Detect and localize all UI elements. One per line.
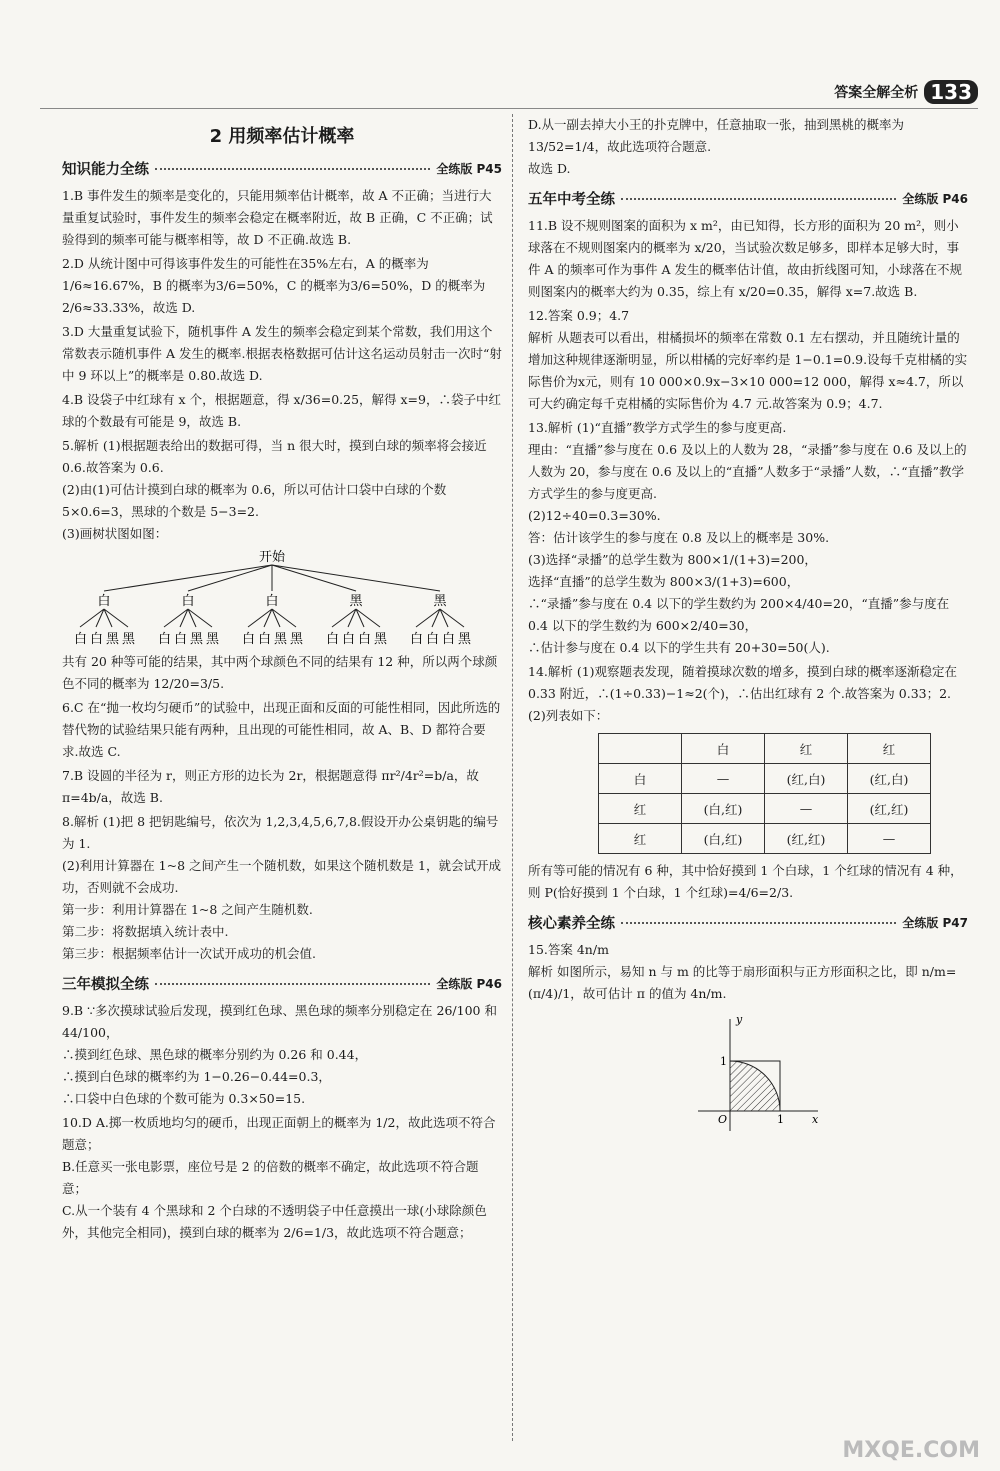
answer-10-b: B.任意买一张电影票，座位号是 2 的倍数的概率不确定，故此选项不符合题意； <box>62 1159 479 1196</box>
table-cell <box>599 734 682 764</box>
section-title: 三年模拟全练 <box>62 977 149 993</box>
y-axis-label: y <box>736 1013 743 1026</box>
answer-7: 7.B 设圆的半径为 r，则正方形的边长为 2r，根据题意得 πr²/4r²=b/a，故 π=4b/a，故选 B. <box>62 768 479 805</box>
answer-11: 11.B 设不规则图案的面积为 x m²，由已知得，长方形的面积为 20 m²，则小球落在不规则图案内的概率为 x/20，当试验次数足够多，即样本足够大时，事件 A 的频率可作为事件 A 发生的概率估计值，故由折线图可知，小球落在不规则图案内的概率大约为 0.35，综上有 x/20=0.35，解得 x=7.故选 B. <box>528 218 962 299</box>
section-header <box>528 188 968 209</box>
answer-4: 4.B 设袋子中红球有 x 个，根据题意，得 x/36=0.25，解得 x=9，∴袋子中红球的个数最有可能是 9，故选 B. <box>62 392 501 429</box>
chapter-title: 2 用频率估计概率 <box>209 126 355 147</box>
tree-leaves: 白白白黑 <box>325 632 391 647</box>
answer-5-part3: (3)画树状图如图： <box>62 526 168 541</box>
answer-6: 6.C 在“抛一枚均匀硬币”的试验中，出现正面和反面的可能性相同，因此所选的替代物的试验结果只能有两种，且出现的可能性相同，故 A、B、D 都符合要求.故选 C. <box>62 700 501 759</box>
answer-1: 1.B 事件发生的频率是变化的，只能用频率估计概率，故 A 不正确；当进行大量重复试验时，事件发生的频率会稳定在概率附近，故 B 正确，C 不正确；试验得到的频率可能与概率相等，故 D 不正确.故选 B. <box>62 188 493 247</box>
table-cell: — <box>765 794 848 824</box>
answer-15-explain: 解析 如图所示，易知 n 与 m 的比等于扇形面积与正方形面积之比，即 n/m=(π/4)/1，故可估计 π 的值为 4n/m. <box>528 964 957 1001</box>
table-cell: (红,白) <box>848 764 931 794</box>
x-tick-label: 1 <box>777 1113 784 1126</box>
answer-5-conclusion: 共有 20 种等可能的结果，其中两个球颜色不同的结果有 12 种，所以两个球颜色不同的概率为 12/20=3/5. <box>62 654 498 691</box>
answer-14-result: 所有等可能的情况有 6 种，其中恰好摸到 1 个白球，1 个红球的情况有 4 种， <box>528 863 963 878</box>
answer-13-live: 选择“直播”的总学生数为 800×3/(1+3)=600， <box>528 574 800 589</box>
tree-leaves: 白白白黑 <box>409 632 475 647</box>
quarter-circle-sector <box>730 1061 780 1111</box>
answer-10-final: 故选 D. <box>528 161 571 176</box>
y-tick-label: 1 <box>720 1055 727 1068</box>
table-cell: 红 <box>599 824 682 854</box>
answer-13-part3: (3)选择“录播”的总学生数为 800×1/(1+3)=200， <box>528 552 817 567</box>
answer-13-answer: 答：估计该学生的参与度在 0.8 及以上的概率是 30%. <box>528 530 830 545</box>
table-row <box>599 794 931 824</box>
answer-12: 12.答案 0.9；4.7 <box>528 308 630 323</box>
column-divider <box>512 114 513 1441</box>
section-ref: 全练版 P46 <box>902 192 968 206</box>
page-number: 133 <box>924 80 978 104</box>
tree-leaves: 白白黑黑 <box>241 632 307 647</box>
tree-node: 白 <box>181 594 195 609</box>
answer-2: 2.D 从统计图中可得该事件发生的可能性在35%左右，A 的概率为1/6≈16.67%，B 的概率为3/6=50%，C 的概率为3/6=50%，D 的概率为2/6≈33.33%，故选 D. <box>62 256 486 315</box>
table-cell: (红,白) <box>765 764 848 794</box>
answer-15: 15.答案 4n/m <box>528 942 609 957</box>
tree-node: 黑 <box>433 594 447 609</box>
header-rule <box>40 108 978 109</box>
table-cell: 白 <box>599 764 682 794</box>
answer-9: 9.B ∵多次摸球试验后发现，摸到红色球、黑色球的频率分别稳定在 26/100 和 44/100， <box>62 1003 497 1040</box>
table-cell: — <box>682 764 765 794</box>
left-column <box>62 114 502 1244</box>
answer-8-step3: 第三步：根据频率估计一次试开成功的机会值. <box>62 946 316 961</box>
answer-13-below: ∴“录播”参与度在 0.4 以下的学生数约为 200×4/40=20，“直播”参与度在 0.4 以下的学生数约为 600×2/40=30， <box>528 596 950 633</box>
table-cell: (红,红) <box>765 824 848 854</box>
section-title: 知识能力全练 <box>62 162 149 178</box>
answer-13-part2: (2)12÷40=0.3=30%. <box>528 508 661 523</box>
answer-8-step2: 第二步：将数据填入统计表中. <box>62 924 229 939</box>
tree-diagram <box>62 547 502 647</box>
answer-5: 5.解析 (1)根据题表给出的数据可得，当 n 很大时，摸到白球的频率将会接近 0.6.故答案为 0.6. <box>62 438 487 475</box>
tree-leaves: 白白黑黑 <box>73 632 139 647</box>
quarter-circle-figure <box>688 1011 828 1136</box>
table-cell: 红 <box>765 734 848 764</box>
section-header <box>528 912 968 933</box>
answer-14-part2: (2)列表如下： <box>528 708 609 723</box>
tree-node: 白 <box>265 594 279 609</box>
answer-5-part2: (2)由(1)可估计摸到白球的概率为 0.6，所以可估计口袋中白球的个数 5×0.6=3，黑球的个数是 5−3=2. <box>62 482 447 519</box>
tree-node: 黑 <box>349 594 363 609</box>
section-ref: 全练版 P45 <box>436 162 502 176</box>
answer-9-line2: ∴摸到红色球、黑色球的概率分别约为 0.26 和 0.44， <box>62 1047 368 1062</box>
section-ref: 全练版 P47 <box>902 916 968 930</box>
origin-label: O <box>718 1113 728 1126</box>
header-title: 答案全解全析 <box>834 85 919 101</box>
answer-10-c: C.从一个装有 4 个黑球和 2 个白球的不透明袋子中任意摸出一球(小球除颜色外，其他完全相同)，摸到白球的概率为 2/6=1/3，故此选项不符合题意； <box>62 1203 487 1240</box>
table-row <box>599 824 931 854</box>
table-row <box>599 764 931 794</box>
table-cell: — <box>848 824 931 854</box>
section-header <box>62 973 502 994</box>
tree-node: 白 <box>97 594 111 609</box>
answer-13-reason: 理由：“直播”参与度在 0.6 及以上的人数为 28，“录播”参与度在 0.6 及以上的人数为 20，参与度在 0.6 及以上的“直播”人数多于“录播”人数，∴“直播”教学方式学生的参与度更高. <box>528 442 967 501</box>
section-ref: 全练版 P46 <box>436 977 502 991</box>
answer-10: 10.D A.掷一枚质地均匀的硬币，出现正面朝上的概率为 1/2，故此选项不符合题意； <box>62 1115 496 1152</box>
answer-9-line3: ∴摸到白色球的概率约为 1−0.26−0.44=0.3， <box>62 1069 331 1084</box>
answer-14-prob: 则 P(恰好摸到 1 个白球，1 个红球)=4/6=2/3. <box>528 885 794 900</box>
answer-10-d: D.从一副去掉大小王的扑克牌中，任意抽取一张，抽到黑桃的概率为 13/52=1/4，故此选项符合题意. <box>528 117 905 154</box>
section-title: 五年中考全练 <box>528 192 615 208</box>
answer-13-total: ∴估计参与度在 0.4 以下的学生共有 20+30=50(人). <box>528 640 830 655</box>
answer-14: 14.解析 (1)观察题表发现，随着摸球次数的增多，摸到白球的概率逐渐稳定在 0.33 附近，∴(1÷0.33)−1≈2(个)，∴估出红球有 2 个.故答案为 0.33；2. <box>528 664 958 701</box>
answer-13: 13.解析 (1)“直播”教学方式学生的参与度更高. <box>528 420 787 435</box>
answer-9-line4: ∴口袋中白色球的个数可能为 0.3×50=15. <box>62 1091 306 1106</box>
table-cell: (白,红) <box>682 794 765 824</box>
answer-8: 8.解析 (1)把 8 把钥匙编号，依次为 1,2,3,4,5,6,7,8.假设开办公桌钥匙的编号为 1. <box>62 814 499 851</box>
section-header <box>62 158 502 179</box>
x-axis-label: x <box>812 1113 819 1126</box>
table-cell: (红,红) <box>848 794 931 824</box>
answer-8-step1: 第一步：利用计算器在 1~8 之间产生随机数. <box>62 902 313 917</box>
table-cell: (白,红) <box>682 824 765 854</box>
tree-root: 开始 <box>258 550 286 565</box>
tree-leaves: 白白黑黑 <box>157 632 223 647</box>
outcome-table <box>598 733 931 854</box>
table-cell: 白 <box>682 734 765 764</box>
page-header <box>834 80 978 104</box>
answer-8-part2: (2)利用计算器在 1~8 之间产生一个随机数，如果这个随机数是 1，就会试开成功，否则就不会成功. <box>62 858 501 895</box>
table-header-row <box>599 734 931 764</box>
table-cell: 红 <box>848 734 931 764</box>
right-column <box>528 114 968 1136</box>
answer-3: 3.D 大量重复试验下，随机事件 A 发生的频率会稳定到某个常数，我们用这个常数表示随机事件 A 发生的概率.根据表格数据可估计这名运动员射击一次时“射中 9 环以上”的概率是 0.80.故选 D. <box>62 324 502 383</box>
table-cell: 红 <box>599 794 682 824</box>
watermark: MXQE.COM <box>842 1438 980 1463</box>
section-title: 核心素养全练 <box>528 916 615 932</box>
answer-12-explain: 解析 从题表可以看出，柑橘损坏的频率在常数 0.1 左右摆动，并且随统计量的增加这种规律逐渐明显，所以柑橘的完好率约是 1−0.1=0.9.设每千克柑橘的实际售价为x元，则有 10 000×0.9x−3×10 000=12 000，解得 x≈4.7，所以可大约确定每千克柑橘的实际售价为 4.7 元.故答案为 0.9；4.7. <box>528 330 968 411</box>
